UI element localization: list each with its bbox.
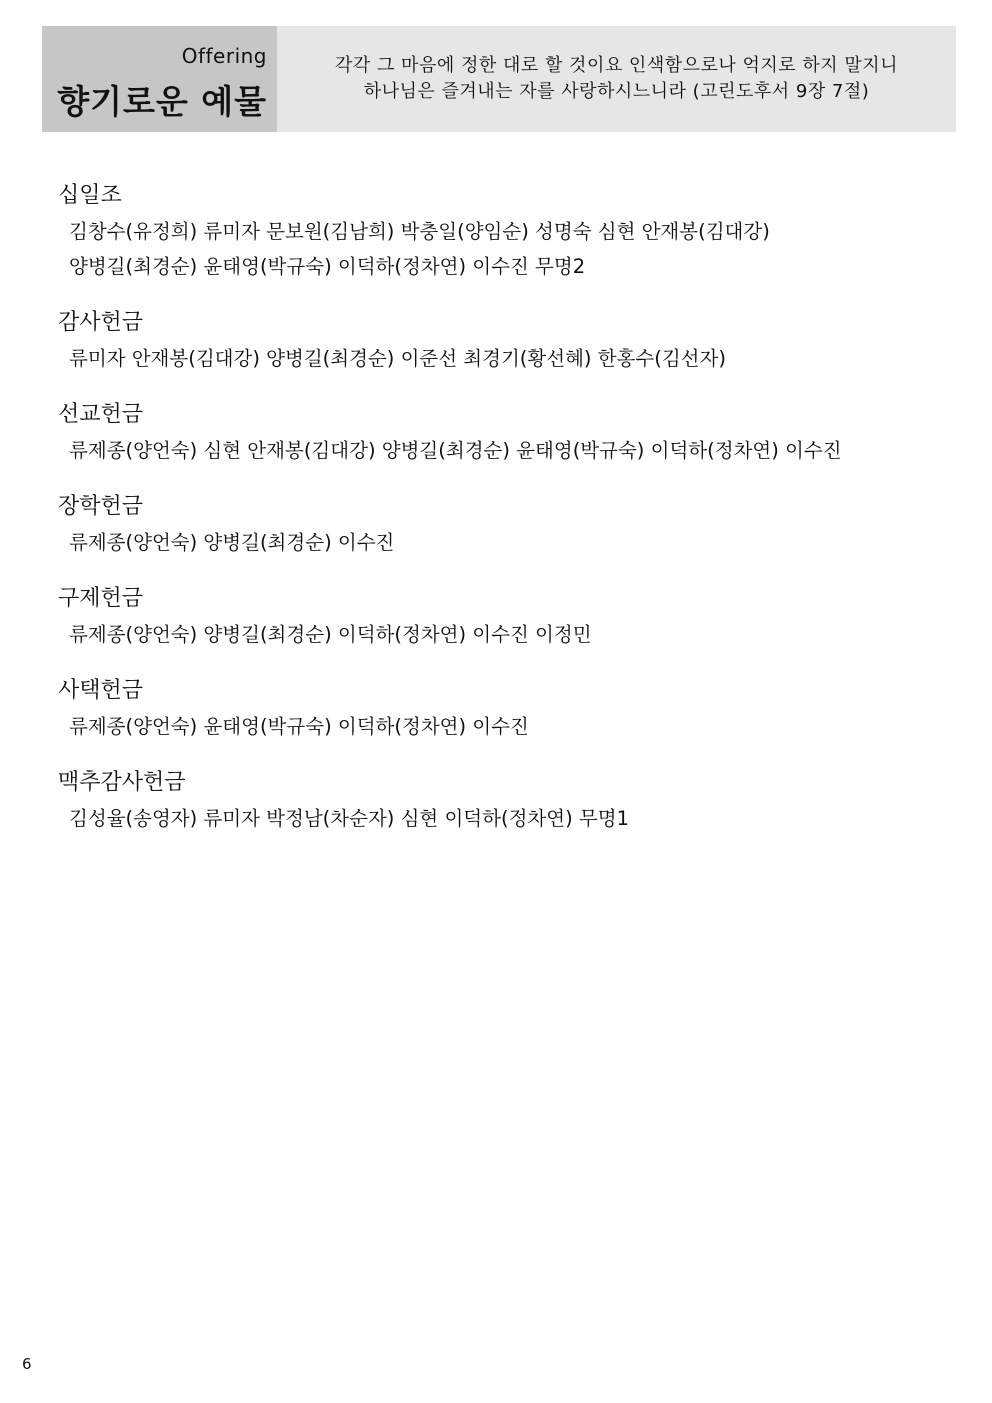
header-title-en: Offering (181, 44, 267, 68)
donor-line: 류제종(양언숙) 양병길(최경순) 이덕하(정차연) 이수진 이정민 (69, 623, 592, 646)
section-relief (58, 581, 948, 652)
donor-line: 류제종(양언숙) 양병길(최경순) 이수진 (69, 531, 395, 554)
section-title: 십일조 (58, 183, 122, 208)
verse-line-2: 하나님은 즐겨내는 자를 사랑하시느니라 (고린도후서 9장 7절) (363, 81, 870, 102)
header-title-ko: 향기로운 예물 (57, 82, 267, 121)
section-title: 맥추감사헌금 (58, 770, 186, 795)
donor-line: 류미자 안재봉(김대강) 양병길(최경순) 이준선 최경기(황선혜) 한홍수(김선자) (69, 347, 726, 370)
offering-list (58, 178, 948, 857)
header-title-box (42, 26, 277, 132)
donor-line: 류제종(양언숙) 심현 안재봉(김대강) 양병길(최경순) 윤태영(박규숙) 이덕하(정차연) 이수진 (69, 439, 842, 462)
section-title: 구제헌금 (58, 586, 144, 611)
section-thanksgiving (58, 305, 948, 376)
section-title: 감사헌금 (58, 310, 144, 335)
section-title: 선교헌금 (58, 402, 144, 427)
verse-line-1: 각각 그 마음에 정한 대로 할 것이요 인색함으로나 억지로 하지 말지니 (334, 55, 899, 76)
offering-header (42, 26, 956, 132)
donor-line: 김창수(유정희) 류미자 문보원(김남희) 박충일(양임순) 성명숙 심현 안재봉(김대강) (69, 220, 770, 243)
section-title: 장학헌금 (58, 494, 144, 519)
section-title: 사택헌금 (58, 678, 144, 703)
section-scholarship (58, 489, 948, 560)
donor-line: 류제종(양언숙) 윤태영(박규숙) 이덕하(정차연) 이수진 (69, 715, 529, 738)
header-verse-box (277, 26, 956, 132)
section-parsonage (58, 673, 948, 744)
section-harvest-thanksgiving (58, 765, 948, 836)
donor-line: 양병길(최경순) 윤태영(박규숙) 이덕하(정차연) 이수진 무명2 (69, 255, 586, 278)
page-number: 6 (22, 1355, 32, 1373)
section-mission (58, 397, 948, 468)
section-tithe (58, 178, 948, 284)
donor-line: 김성율(송영자) 류미자 박정남(차순자) 심현 이덕하(정차연) 무명1 (69, 807, 629, 830)
